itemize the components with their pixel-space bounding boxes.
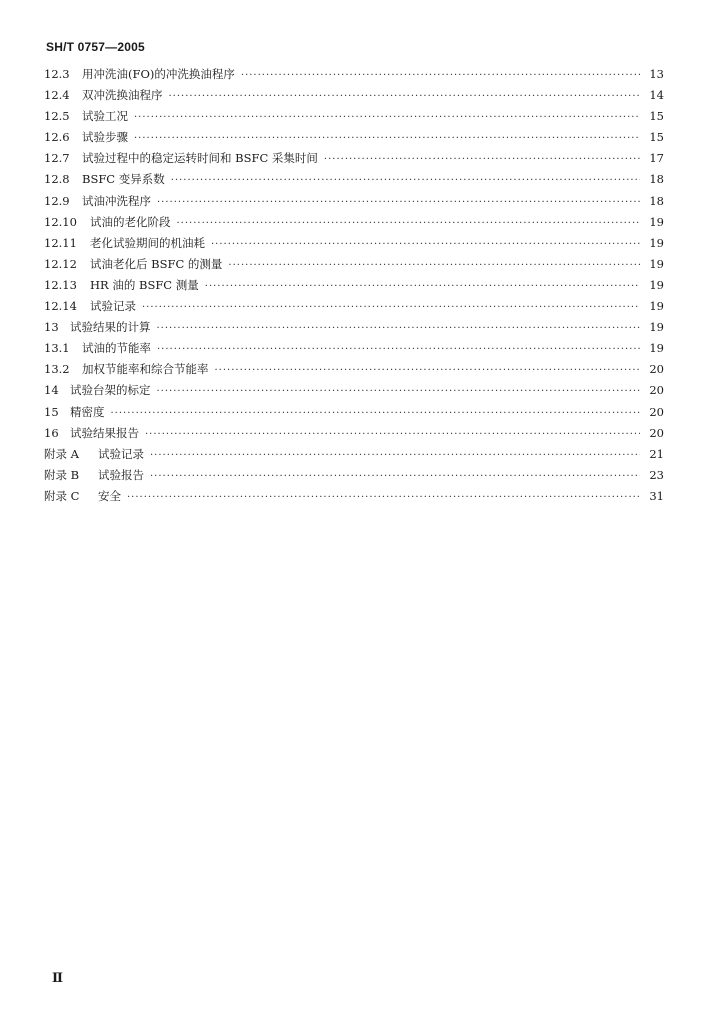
toc-entry (44, 488, 664, 509)
toc-entry-title: 试验报告 (98, 467, 144, 482)
toc-entry-page: 18 (649, 172, 664, 187)
page-number-footer: Ⅱ (52, 970, 63, 985)
toc-entry-page: 17 (649, 151, 664, 166)
toc-entry-page: 31 (649, 488, 664, 503)
toc-entry (44, 319, 664, 340)
toc-entry-title: 安全 (98, 488, 121, 503)
toc-leader-dots (177, 218, 641, 229)
toc-entry (44, 108, 664, 129)
toc-leader-dots (142, 302, 640, 313)
toc-entry-number: 13.1 (44, 341, 70, 356)
toc-entry (44, 66, 664, 87)
toc-entry (44, 425, 664, 446)
toc-leader-dots (157, 197, 640, 208)
toc-entry-page: 15 (649, 109, 664, 124)
toc-entry-number: 附录 B (44, 467, 80, 482)
toc-entry-title: 精密度 (70, 404, 105, 419)
toc-leader-dots (228, 260, 640, 271)
toc-entry-page: 19 (649, 214, 664, 229)
toc-entry-page: 19 (649, 299, 664, 314)
toc-entry-number: 12.6 (44, 130, 70, 145)
toc-entry-title: 试验步骤 (82, 130, 128, 145)
toc-entry-number: 12.9 (44, 193, 70, 208)
toc-leader-dots (134, 112, 640, 123)
toc-entry-page: 15 (649, 130, 664, 145)
toc-entry-title: 加权节能率和综合节能率 (82, 362, 209, 377)
toc-entry-title: BSFC 变异系数 (82, 172, 165, 187)
toc-entry (44, 235, 664, 256)
toc-leader-dots (324, 154, 640, 165)
toc-entry-title: 双冲洗换油程序 (82, 88, 163, 103)
toc-leader-dots (171, 175, 640, 186)
toc-entry-page: 19 (649, 235, 664, 250)
toc-entry (44, 256, 664, 277)
toc-leader-dots (157, 323, 641, 334)
toc-entry (44, 193, 664, 214)
toc-entry (44, 340, 664, 361)
toc-entry-page: 23 (649, 467, 664, 482)
toc-entry (44, 404, 664, 425)
toc-entry-page: 14 (649, 88, 664, 103)
toc-leader-dots (150, 471, 640, 482)
toc-entry-number: 12.7 (44, 151, 70, 166)
toc-entry (44, 467, 664, 488)
toc-entry-title: 试验记录 (98, 446, 144, 461)
toc-entry-title: 试验结果的计算 (70, 320, 151, 335)
toc-entry-page: 21 (649, 446, 664, 461)
toc-leader-dots (134, 133, 640, 144)
toc-leader-dots (211, 239, 640, 250)
toc-entry (44, 298, 664, 319)
toc-entry (44, 382, 664, 403)
toc-entry (44, 277, 664, 298)
toc-entry-title: 试油老化后 BSFC 的测量 (90, 256, 223, 271)
toc-entry-number: 16 (44, 425, 59, 440)
toc-entry (44, 214, 664, 235)
toc-entry-number: 附录 C (44, 488, 80, 503)
toc-entry-number: 14 (44, 383, 59, 398)
toc-entry-page: 18 (649, 193, 664, 208)
toc-entry-page: 20 (649, 362, 664, 377)
toc-entry-page: 19 (649, 256, 664, 271)
toc-entry (44, 87, 664, 108)
toc-leader-dots (215, 365, 641, 376)
toc-entry-page: 20 (649, 425, 664, 440)
toc-entry-title: HR 油的 BSFC 测量 (90, 277, 199, 292)
toc-entry-number: 附录 A (44, 446, 79, 461)
table-of-contents (44, 66, 664, 509)
document-code-header: SH/T 0757—2005 (46, 40, 145, 54)
toc-entry-number: 12.4 (44, 88, 70, 103)
toc-leader-dots (150, 450, 640, 461)
toc-leader-dots (169, 91, 641, 102)
toc-entry-page: 20 (649, 383, 664, 398)
toc-entry-title: 试验工况 (82, 109, 128, 124)
toc-entry-number: 15 (44, 404, 59, 419)
toc-entry-number: 12.13 (44, 277, 77, 292)
toc-entry-title: 用冲洗油(FO)的冲洗换油程序 (82, 67, 235, 81)
toc-entry-page: 20 (649, 404, 664, 419)
toc-leader-dots (111, 408, 641, 419)
toc-entry-number: 12.10 (44, 214, 77, 229)
toc-leader-dots (157, 386, 641, 397)
toc-entry (44, 446, 664, 467)
toc-entry-page: 19 (649, 320, 664, 335)
toc-entry-title: 老化试验期间的机油耗 (90, 235, 205, 250)
toc-entry-number: 13.2 (44, 362, 70, 377)
toc-entry-number: 12.5 (44, 109, 70, 124)
toc-entry-number: 12.14 (44, 299, 77, 314)
toc-leader-dots (145, 429, 640, 440)
toc-entry-page: 13 (649, 67, 664, 81)
toc-entry-number: 13 (44, 320, 59, 335)
toc-entry-title: 试油的节能率 (82, 341, 151, 356)
toc-entry-title: 试油冲洗程序 (82, 193, 151, 208)
toc-entry-title: 试验台架的标定 (70, 383, 151, 398)
toc-entry-number: 12.8 (44, 172, 70, 187)
toc-entry-title: 试验结果报告 (70, 425, 139, 440)
toc-entry (44, 361, 664, 382)
toc-entry (44, 150, 664, 171)
toc-leader-dots (127, 492, 640, 503)
toc-entry-number: 12.12 (44, 256, 77, 271)
toc-entry-number: 12.11 (44, 235, 77, 250)
toc-entry-page: 19 (649, 341, 664, 356)
toc-leader-dots (157, 344, 640, 355)
toc-leader-dots (205, 281, 640, 292)
toc-entry-number: 12.3 (44, 67, 70, 81)
toc-entry-page: 19 (649, 277, 664, 292)
toc-entry-title: 试验过程中的稳定运转时间和 BSFC 采集时间 (82, 151, 318, 166)
toc-entry (44, 171, 664, 192)
toc-entry (44, 129, 664, 150)
toc-leader-dots (241, 70, 640, 81)
toc-entry-title: 试油的老化阶段 (90, 214, 171, 229)
toc-entry-title: 试验记录 (90, 299, 136, 314)
